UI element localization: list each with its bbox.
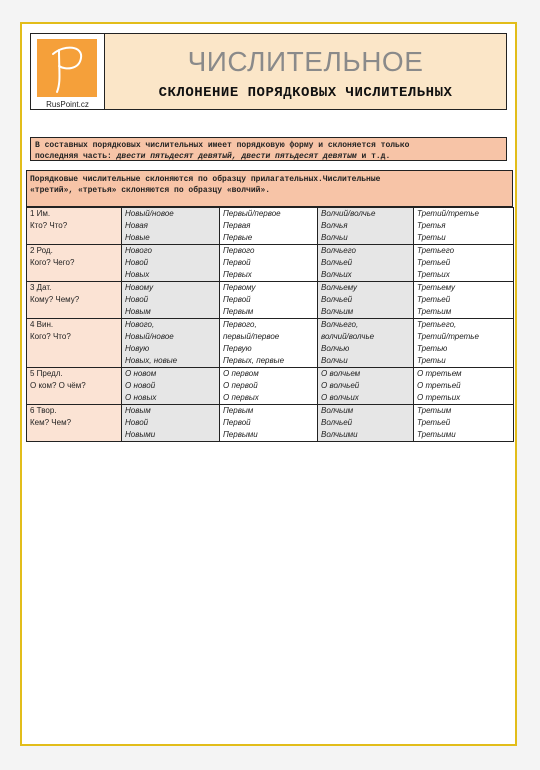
form-cell [220,208,318,245]
note-prefix: последняя часть: [35,152,117,161]
form-cell [414,282,514,319]
note-example: двести пятьдесят девятый, двести пятьдесят девятым [116,152,357,161]
word-form: Новую [125,344,150,353]
rule-line-2: «третий», «третья» склоняются по образцу «волчий». [30,186,271,195]
word-form: Волчьим [321,406,354,415]
table-row [27,368,514,405]
form-cell [220,245,318,282]
word-form: Первым [223,307,254,316]
case-label: 6 Твор. [30,406,57,415]
word-form: Первого, [223,320,257,329]
table-row [27,208,514,245]
form-cell [318,282,414,319]
word-form: Третьего [417,246,455,255]
word-form: О третьих [417,393,461,402]
word-form: Первой [223,258,251,267]
note-line-1: В составных порядковых числительных имеет порядковую форму и склоняется только [35,141,410,150]
word-form: Первым [223,406,254,415]
case-label: 1 Им. [30,209,51,218]
word-form: Третий/третье [417,209,479,218]
case-cell [27,245,122,282]
word-form: Первому [223,283,256,292]
word-form: О первом [223,369,259,378]
word-form: О новой [125,381,156,390]
form-cell [122,245,220,282]
form-cell [414,245,514,282]
word-form: Первой [223,295,251,304]
word-form: О третьей [417,381,461,390]
word-form: Волчьи [321,356,348,365]
case-label: 5 Предл. [30,369,63,378]
form-cell [318,405,414,442]
form-cell [318,319,414,368]
form-cell [414,319,514,368]
word-form: О волчьей [321,381,360,390]
compound-note [30,137,507,161]
word-form: Первых, первые [223,356,285,365]
form-cell [220,319,318,368]
case-cell [27,282,122,319]
word-form: Третьими [417,430,456,439]
word-form: Нового [125,246,152,255]
declension-rule [26,170,513,207]
declension-table [26,207,514,442]
header [30,33,507,110]
case-label: Кем? Чем? [30,418,72,427]
case-label: О ком? О чём? [30,381,86,390]
word-form: Волчьего, [321,320,359,329]
word-form: Волчьей [321,295,353,304]
word-form: Новой [125,258,149,267]
word-form: волчий/волчье [321,332,375,341]
title-area [105,34,506,109]
p-letter-icon [45,42,89,94]
word-form: Новые [125,233,150,242]
word-form: Новый/новое [125,332,174,341]
word-form: Третью [417,344,448,353]
case-cell [27,208,122,245]
word-form: Новой [125,418,149,427]
form-cell [220,368,318,405]
word-form: Волчьей [321,418,353,427]
word-form: Волчьих [321,270,352,279]
note-line-2 [35,151,502,162]
word-form: Волчьему [321,283,357,292]
form-cell [122,282,220,319]
word-form: Третьи [417,356,446,365]
table-row [27,319,514,368]
case-label: Кто? Что? [30,221,68,230]
form-cell [318,368,414,405]
note-suffix: и т.д. [356,152,391,161]
form-cell [122,368,220,405]
word-form: О новых [125,393,157,402]
form-cell [318,208,414,245]
word-form: Новой [125,295,149,304]
word-form: О первых [223,393,259,402]
word-form: Третьей [417,258,451,267]
word-form: Новых [125,270,150,279]
word-form: Первого [223,246,255,255]
word-form: О новом [125,369,157,378]
word-form: Волчьими [321,430,358,439]
rule-line-1: Порядковые числительные склоняются по образцу прилагательных.Числительные [30,175,381,184]
case-label: 2 Род. [30,246,53,255]
case-label: 4 Вин. [30,320,54,329]
word-form: О третьем [417,369,462,378]
table-row [27,245,514,282]
table-row [27,405,514,442]
page-title: ЧИСЛИТЕЛЬНОЕ [187,46,424,77]
word-form: Третья [417,221,446,230]
form-cell [122,405,220,442]
word-form: Третьих [417,270,450,279]
word-form: О волчьих [321,393,359,402]
case-label: 3 Дат. [30,283,52,292]
logo-site-name: RusPoint.cz [46,100,89,109]
word-form: Волчьей [321,258,353,267]
form-cell [318,245,414,282]
logo-mark [37,39,97,97]
form-cell [414,368,514,405]
word-form: Волчьего [321,246,356,255]
form-cell [122,208,220,245]
form-cell [220,282,318,319]
word-form: Волчьи [321,233,348,242]
word-form: Третьи [417,233,446,242]
case-label: Кому? Чему? [30,295,80,304]
word-form: Волчий/волчье [321,209,376,218]
word-form: Новым [125,406,151,415]
word-form: Новый/новое [125,209,174,218]
word-form: Новых, новые [125,356,178,365]
word-form: Новая [125,221,148,230]
word-form: Первый/первое [223,209,281,218]
word-form: Первых [223,270,252,279]
logo [31,34,105,109]
word-form: Третьим [417,406,452,415]
word-form: Первая [223,221,251,230]
word-form: Новому [125,283,154,292]
case-cell [27,368,122,405]
word-form: Третий/третье [417,332,479,341]
form-cell [122,319,220,368]
word-form: Волчьим [321,307,354,316]
case-cell [27,319,122,368]
form-cell [220,405,318,442]
word-form: Волчью [321,344,350,353]
word-form: Новыми [125,430,156,439]
word-form: Волчья [321,221,348,230]
case-cell [27,405,122,442]
case-label: Кого? Что? [30,332,71,341]
word-form: Третьему [417,283,456,292]
form-cell [414,405,514,442]
word-form: Первой [223,418,251,427]
word-form: Третьего, [417,320,457,329]
form-cell [414,208,514,245]
word-form: Нового, [125,320,155,329]
word-form: Первые [223,233,253,242]
word-form: Третьей [417,418,451,427]
table-row [27,282,514,319]
word-form: Третьей [417,295,451,304]
page-subtitle: СКЛОНЕНИЕ ПОРЯДКОВЫХ ЧИСЛИТЕЛЬНЫХ [158,85,453,101]
word-form: О волчьем [321,369,361,378]
worksheet-page [20,22,517,746]
word-form: первый/первое [223,332,280,341]
word-form: Новым [125,307,151,316]
word-form: О первой [223,381,258,390]
case-label: Кого? Чего? [30,258,75,267]
word-form: Первую [223,344,252,353]
word-form: Третьим [417,307,452,316]
word-form: Первыми [223,430,258,439]
